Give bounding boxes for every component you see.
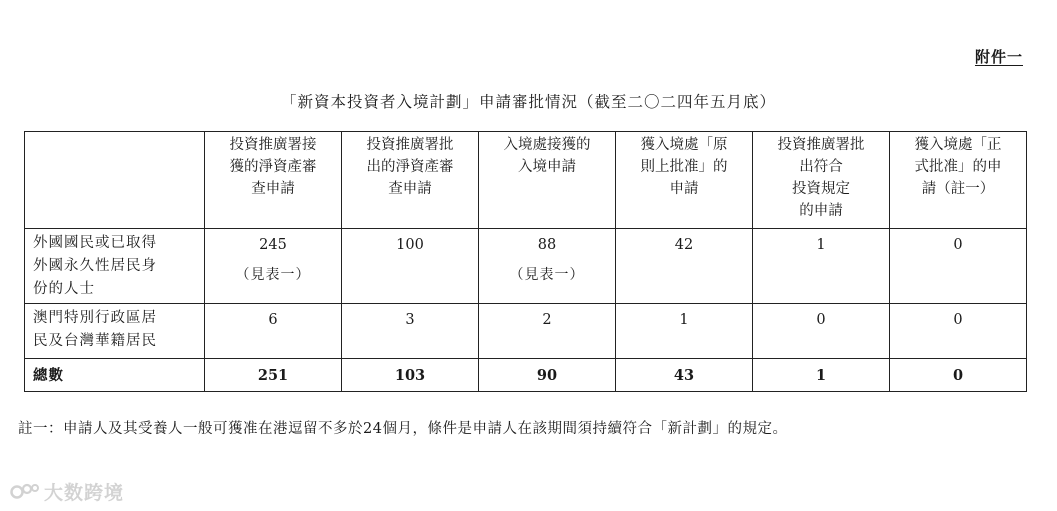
watermark xyxy=(10,478,124,505)
table-row xyxy=(25,229,1027,304)
header-line: 投資推廣署接 xyxy=(229,137,317,153)
header-line: 投資推廣署批 xyxy=(366,137,454,153)
header-line: 申請 xyxy=(669,181,699,197)
table-cell xyxy=(342,229,479,304)
annex-label: 附件一 xyxy=(974,48,1023,66)
table-cell xyxy=(753,229,890,304)
row-label xyxy=(25,229,205,304)
cell-value: 245 xyxy=(259,237,287,253)
header-line: 入境申請 xyxy=(518,159,576,175)
footnote: 註一：申請人及其受養人一般可獲准在港逗留不多於24個月，條件是申請人在該期間須持續符合「新計劃」的規定。 xyxy=(18,421,788,437)
header-cell xyxy=(753,132,890,229)
header-line: 查申請 xyxy=(388,181,432,197)
header-line: 則上批准」的 xyxy=(640,159,728,175)
table-header-row xyxy=(25,132,1027,229)
total-cell: 103 xyxy=(342,359,479,392)
table-cell xyxy=(479,229,616,304)
header-line: 獲入境處「正 xyxy=(914,137,1002,153)
cell-subnote: （見表一） xyxy=(235,267,311,283)
header-line: 出的淨資產審 xyxy=(366,159,454,175)
row-label-line: 外國永久性居民身 xyxy=(33,258,157,274)
header-cell xyxy=(890,132,1027,229)
header-cell xyxy=(342,132,479,229)
cell-value: 2 xyxy=(542,312,552,328)
total-cell: 0 xyxy=(890,359,1027,392)
cell-value: 1 xyxy=(679,312,689,328)
row-label-line: 澳門特別行政區居 xyxy=(33,310,157,326)
cell-value: 42 xyxy=(674,237,694,253)
row-label-line: 民及台灣華籍居民 xyxy=(33,333,157,349)
document-title: 「新資本投資者入境計劃」申請審批情況（截至二〇二四年五月底） xyxy=(280,93,776,111)
cell-subnote: （見表一） xyxy=(509,267,585,283)
table-cell xyxy=(205,304,342,359)
header-line: 請（註一） xyxy=(921,181,995,197)
table-cell xyxy=(616,229,753,304)
header-line: 出符合 xyxy=(799,159,843,175)
cell-value: 1 xyxy=(816,237,826,253)
watermark-logo-icon xyxy=(10,482,40,502)
table-cell xyxy=(616,304,753,359)
applications-table xyxy=(24,131,1027,392)
header-line: 入境處接獲的 xyxy=(503,137,591,153)
row-label-line: 外國國民或已取得 xyxy=(33,235,157,251)
header-cell xyxy=(479,132,616,229)
row-label-line: 份的人士 xyxy=(33,281,95,297)
cell-value: 0 xyxy=(953,312,963,328)
header-line: 獲入境處「原 xyxy=(640,137,728,153)
cell-value: 3 xyxy=(405,312,415,328)
cell-value: 6 xyxy=(268,312,278,328)
cell-value: 0 xyxy=(816,312,826,328)
row-label xyxy=(25,304,205,359)
table-cell xyxy=(342,304,479,359)
total-cell: 251 xyxy=(205,359,342,392)
header-line: 查申請 xyxy=(251,181,295,197)
header-cell xyxy=(616,132,753,229)
header-blank-cell xyxy=(25,132,205,229)
header-line: 獲的淨資產審 xyxy=(229,159,317,175)
table-cell xyxy=(479,304,616,359)
watermark-text: 大数跨境 xyxy=(44,482,125,504)
total-row xyxy=(25,359,1027,392)
total-label: 總數 xyxy=(25,359,205,392)
cell-value: 0 xyxy=(953,237,963,253)
header-line: 投資推廣署批 xyxy=(777,137,865,153)
total-cell: 43 xyxy=(616,359,753,392)
total-cell: 1 xyxy=(753,359,890,392)
table-row xyxy=(25,304,1027,359)
cell-value: 88 xyxy=(537,237,557,253)
table-cell xyxy=(205,229,342,304)
header-line: 式批准」的申 xyxy=(914,159,1002,175)
cell-value: 100 xyxy=(396,237,424,253)
header-cell xyxy=(205,132,342,229)
table-cell xyxy=(753,304,890,359)
header-line: 投資規定 xyxy=(792,181,850,197)
table-cell xyxy=(890,229,1027,304)
total-cell: 90 xyxy=(479,359,616,392)
table-cell xyxy=(890,304,1027,359)
header-line: 的申請 xyxy=(799,203,843,219)
